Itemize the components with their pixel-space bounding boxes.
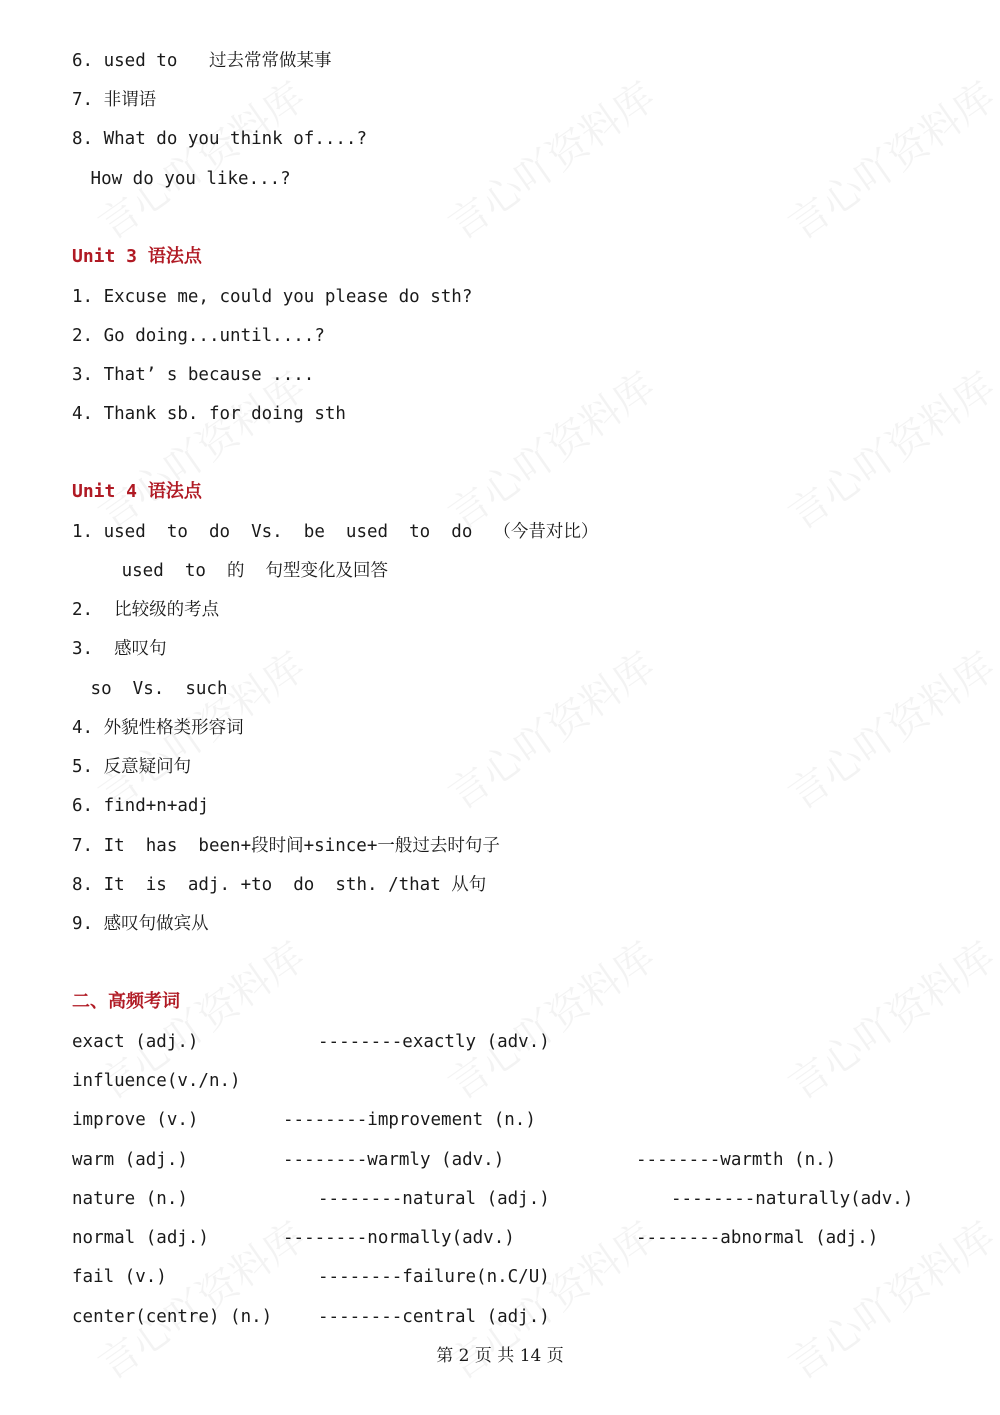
watermark — [435, 636, 664, 820]
watermark — [775, 926, 1000, 1110]
list-item: 3. That’ s because .... — [72, 365, 315, 385]
page-number: 第 2 页 共 14 页 — [436, 1346, 564, 1366]
vocab-derivative: --------improvement (n.) — [283, 1110, 536, 1130]
list-item: 2. 比较级的考点 — [72, 600, 220, 620]
watermark — [775, 636, 1000, 820]
watermark — [775, 66, 1000, 250]
vocab-derivative: --------abnormal (adj.) — [636, 1228, 879, 1248]
vocab-derivative: --------failure(n.C/U) — [318, 1267, 550, 1287]
watermark — [435, 926, 664, 1110]
list-item: 6. find+n+adj — [72, 796, 209, 816]
list-item: used to 的 句型变化及回答 — [90, 561, 389, 581]
vocab-derivative: --------warmly (adv.) — [283, 1150, 505, 1170]
vocab-derivative: --------naturally(adv.) — [671, 1189, 914, 1209]
list-item: 9. 感叹句做宾从 — [72, 914, 209, 934]
list-item: 8. What do you think of....? — [72, 129, 368, 149]
vocab-word: warm (adj.) — [72, 1150, 188, 1170]
list-item: 4. 外貌性格类形容词 — [72, 718, 244, 738]
vocab-derivative: --------warmth (n.) — [636, 1150, 837, 1170]
list-item: 3. 感叹句 — [72, 639, 167, 659]
section-heading-vocab: 二、高频考词 — [72, 991, 180, 1012]
watermark — [435, 356, 664, 540]
vocab-word: nature (n.) — [72, 1189, 188, 1209]
list-item: How do you like...? — [80, 169, 291, 189]
list-item: 1. used to do Vs. be used to do （今昔对比） — [72, 522, 599, 542]
list-item: 5. 反意疑问句 — [72, 757, 192, 777]
vocab-word: exact (adj.) — [72, 1032, 199, 1052]
list-item: 7. 非谓语 — [72, 90, 157, 110]
vocab-word: fail (v.) — [72, 1267, 167, 1287]
list-item: 1. Excuse me, could you please do sth? — [72, 287, 473, 307]
vocab-word: center(centre) (n.) — [72, 1307, 273, 1327]
watermark — [435, 66, 664, 250]
list-item: 8. It is adj. +to do sth. /that 从句 — [72, 875, 487, 895]
list-item: 6. used to 过去常常做某事 — [72, 51, 332, 71]
watermark — [775, 356, 1000, 540]
vocab-word: influence(v./n.) — [72, 1071, 241, 1091]
section-heading-unit4: Unit 4 语法点 — [72, 481, 202, 502]
list-item: 4. Thank sb. for doing sth — [72, 404, 346, 424]
section-heading-unit3: Unit 3 语法点 — [72, 246, 202, 267]
vocab-derivative: --------central (adj.) — [318, 1307, 550, 1327]
vocab-derivative: --------normally(adv.) — [283, 1228, 515, 1248]
list-item: 2. Go doing...until....? — [72, 326, 325, 346]
list-item: so Vs. such — [80, 679, 228, 699]
vocab-word: normal (adj.) — [72, 1228, 209, 1248]
vocab-word: improve (v.) — [72, 1110, 199, 1130]
vocab-derivative: --------exactly (adv.) — [318, 1032, 550, 1052]
vocab-derivative: --------natural (adj.) — [318, 1189, 550, 1209]
list-item: 7. It has been+段时间+since+一般过去时句子 — [72, 836, 500, 856]
